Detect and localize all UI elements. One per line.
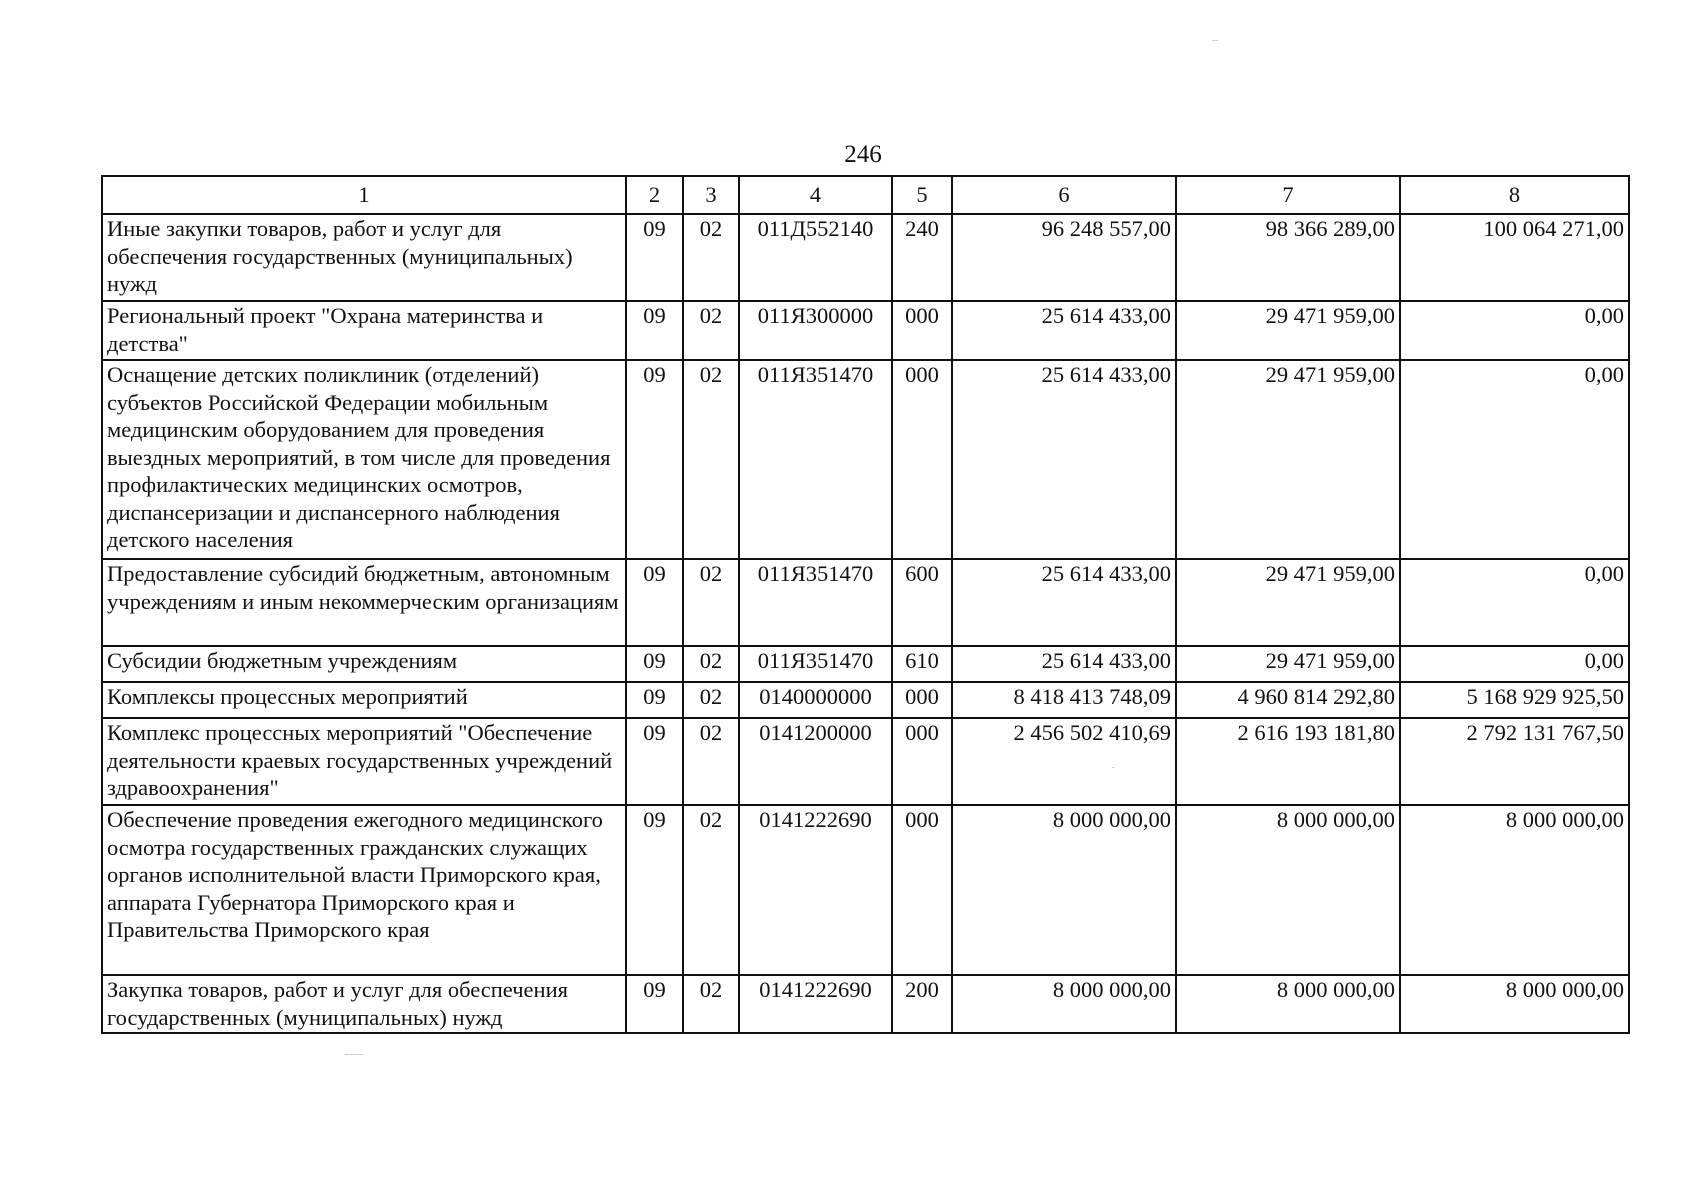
amount-col6-cell: 2 456 502 410,69 [952, 718, 1176, 805]
expense-type-cell: 000 [892, 805, 952, 975]
amount-col7-cell: 29 471 959,00 [1176, 360, 1400, 559]
amount-col8-cell: 5 168 929 925,50 [1400, 682, 1629, 718]
amount-col6-cell: 25 614 433,00 [952, 301, 1176, 360]
expense-type-cell: 610 [892, 646, 952, 682]
target-article-cell: 0141222690 [739, 805, 892, 975]
target-article-cell: 011Я351470 [739, 559, 892, 646]
amount-col6-cell: 96 248 557,00 [952, 214, 1176, 301]
target-article-cell: 011Д552140 [739, 214, 892, 301]
amount-col8-cell: 2 792 131 767,50 [1400, 718, 1629, 805]
row-name-cell: Обеспечение проведения ежегодного медицинского осмотра государственных гражданских служащих органов исполнительной власти Приморского края, аппарата Губернатора Приморского края и Правительства Приморского края [102, 805, 626, 975]
amount-col8-cell: 0,00 [1400, 301, 1629, 360]
section-code-cell: 09 [626, 214, 683, 301]
amount-col6-cell: 8 000 000,00 [952, 975, 1176, 1033]
expense-type-cell: 000 [892, 360, 952, 559]
subsection-code-cell: 02 [683, 805, 739, 975]
subsection-code-cell: 02 [683, 360, 739, 559]
target-article-cell: 011Я300000 [739, 301, 892, 360]
expense-type-cell: 200 [892, 975, 952, 1033]
table-row [102, 975, 1629, 1033]
expense-type-cell: 240 [892, 214, 952, 301]
amount-col7-cell: 8 000 000,00 [1176, 975, 1400, 1033]
section-code-cell: 09 [626, 975, 683, 1033]
target-article-cell: 011Я351470 [739, 360, 892, 559]
section-code-cell: 09 [626, 301, 683, 360]
amount-col8-cell: 8 000 000,00 [1400, 975, 1629, 1033]
amount-col8-cell: 0,00 [1400, 559, 1629, 646]
target-article-cell: 0140000000 [739, 682, 892, 718]
target-article-cell: 0141222690 [739, 975, 892, 1033]
amount-col6-cell: 25 614 433,00 [952, 646, 1176, 682]
column-header: 2 [626, 176, 683, 214]
column-header: 7 [1176, 176, 1400, 214]
table-row [102, 360, 1629, 559]
table-row [102, 559, 1629, 646]
section-code-cell: 09 [626, 646, 683, 682]
section-code-cell: 09 [626, 718, 683, 805]
subsection-code-cell: 02 [683, 214, 739, 301]
target-article-cell: 011Я351470 [739, 646, 892, 682]
amount-col6-cell: 25 614 433,00 [952, 360, 1176, 559]
section-code-cell: 09 [626, 360, 683, 559]
amount-col7-cell: 29 471 959,00 [1176, 646, 1400, 682]
budget-table [101, 175, 1630, 1034]
amount-col6-cell: 8 000 000,00 [952, 805, 1176, 975]
row-name-cell: Субсидии бюджетным учреждениям [102, 646, 626, 682]
subsection-code-cell: 02 [683, 975, 739, 1033]
column-header: 8 [1400, 176, 1629, 214]
column-header: 4 [739, 176, 892, 214]
column-header: 5 [892, 176, 952, 214]
table-row [102, 301, 1629, 360]
amount-col7-cell: 98 366 289,00 [1176, 214, 1400, 301]
subsection-code-cell: 02 [683, 559, 739, 646]
target-article-cell: 0141200000 [739, 718, 892, 805]
amount-col8-cell: 0,00 [1400, 646, 1629, 682]
table-row [102, 718, 1629, 805]
amount-col7-cell: 8 000 000,00 [1176, 805, 1400, 975]
subsection-code-cell: 02 [683, 718, 739, 805]
table-row [102, 682, 1629, 718]
header-row [102, 176, 1629, 214]
row-name-cell: Иные закупки товаров, работ и услуг для обеспечения государственных (муниципальных) нужд [102, 214, 626, 301]
row-name-cell: Комплексы процессных мероприятий [102, 682, 626, 718]
row-name-cell: Закупка товаров, работ и услуг для обеспечения государственных (муниципальных) нужд [102, 975, 626, 1033]
section-code-cell: 09 [626, 559, 683, 646]
table-row [102, 646, 1629, 682]
amount-col8-cell: 8 000 000,00 [1400, 805, 1629, 975]
column-header: 1 [102, 176, 626, 214]
amount-col8-cell: 0,00 [1400, 360, 1629, 559]
amount-col7-cell: 4 960 814 292,80 [1176, 682, 1400, 718]
section-code-cell: 09 [626, 682, 683, 718]
row-name-cell: Оснащение детских поликлиник (отделений) субъектов Российской Федерации мобильным медицинским оборудованием для проведения выездных мероприятий, в том числе для проведения профилактических медицинских осмотров, диспансеризации и диспансерного наблюдения детского населения [102, 360, 626, 559]
expense-type-cell: 000 [892, 301, 952, 360]
subsection-code-cell: 02 [683, 301, 739, 360]
expense-type-cell: 000 [892, 682, 952, 718]
column-header: 3 [683, 176, 739, 214]
amount-col7-cell: 29 471 959,00 [1176, 301, 1400, 360]
amount-col7-cell: 29 471 959,00 [1176, 559, 1400, 646]
row-name-cell: Комплекс процессных мероприятий "Обеспечение деятельности краевых государственных учреждений здравоохранения" [102, 718, 626, 805]
subsection-code-cell: 02 [683, 682, 739, 718]
amount-col7-cell: 2 616 193 181,80 [1176, 718, 1400, 805]
page-number: 246 [844, 141, 882, 168]
subsection-code-cell: 02 [683, 646, 739, 682]
row-name-cell: Региональный проект "Охрана материнства и детства" [102, 301, 626, 360]
section-code-cell: 09 [626, 805, 683, 975]
row-name-cell: Предоставление субсидий бюджетным, автономным учреждениям и иным некоммерческим организациям [102, 559, 626, 646]
amount-col6-cell: 8 418 413 748,09 [952, 682, 1176, 718]
expense-type-cell: 000 [892, 718, 952, 805]
expense-type-cell: 600 [892, 559, 952, 646]
column-header: 6 [952, 176, 1176, 214]
table-row [102, 805, 1629, 975]
amount-col6-cell: 25 614 433,00 [952, 559, 1176, 646]
table-row [102, 214, 1629, 301]
amount-col8-cell: 100 064 271,00 [1400, 214, 1629, 301]
